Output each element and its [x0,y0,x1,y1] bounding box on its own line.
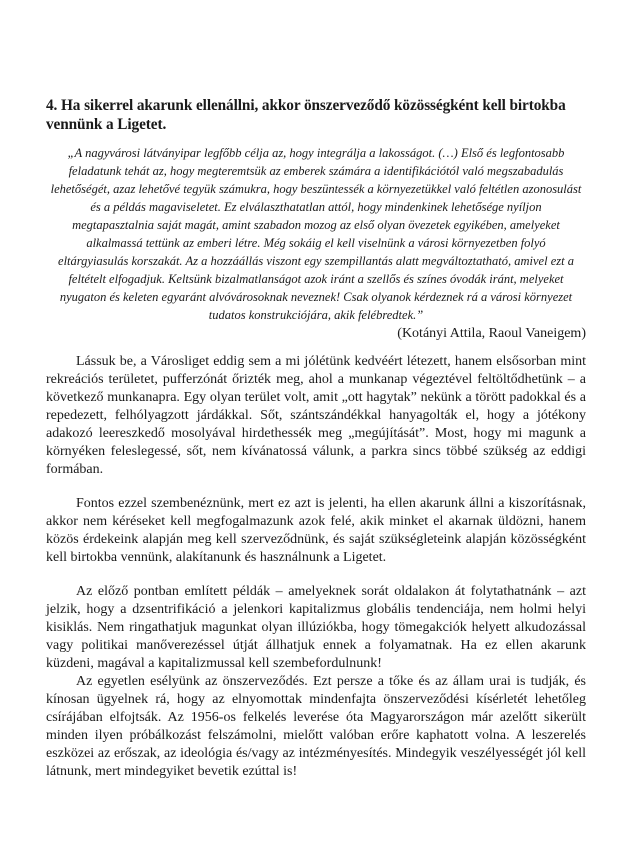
quote-attribution: (Kotányi Attila, Raoul Vaneigem) [397,326,586,341]
document-page [46,96,586,781]
paragraph-4: Az egyetlen esélyünk az önszerveződés. Ezt persze a tőke és az állam urai is tudják, és kínosan ügyelnek rá, hogy az elnyomottak mindenfajta önszerveződési kísérletét lehetőleg csírájában elfojtsák. Az 1956-os felkelés leverése óta Magyarországon már azelőtt sikerült minden ilyen próbálkozást felszámolni, mielőtt valóban erőre kaphatott volna. A leszerelés eszközei az erőszak, az ideológia és/vagy az intézményesítés. Mindegyik veszélyességét jól kell látnunk, mert mindegyiket bevetik ezúttal is! [46,674,586,779]
paragraph-2: Fontos ezzel szembenéznünk, mert ez azt is jelenti, ha ellen akarunk állni a kiszorításnak, akkor nem kéréseket kell megfogalmazunk azok felé, akik minket el akarnak üldözni, hanem közös érdekeink alapján meg kell szerveződnünk, és saját szükségleteink alapján közösségként kell birtokba vennünk, alakítanunk és használnunk a Ligetet. [46,496,586,565]
section-heading: 4. Ha sikerrel akarunk ellenállni, akkor önszerveződő közösségként kell birtokba vennünk a Ligetet. [46,97,566,133]
paragraph-3: Az előző pontban említett példák – amelyeknek sorát oldalakon át folytathatnánk – azt jelzik, hogy a dzsentrifikáció a jelenkori kapitalizmus globális tendenciája, nem holmi helyi kisiklás. Nem ringathatjuk magunkat olyan illúziókba, hogy tömegakciók helyett alkudozással vagy politikai manőverezéssel útját állhatjuk ennek a folyamatnak. Ha ez ellen akarunk küzdeni, magával a kapitalizmussal kell szembefordulnunk! [46,584,586,671]
paragraph-1: Lássuk be, a Városliget eddig sem a mi jólétünk kedvéért létezett, hanem elsősorban mint rekreációs területet, pufferzónát őrizték meg, ahol a munkanap végeztével feltöltődhetünk – a következő munkanapra. Egy olyan terület volt, amit „ott hagytak” nekünk a törött padokkal és a repedezett, felhólyagzott járdákkal. Sőt, szántszándékkal hanyagolták el, hogy a jótékony adakozó leereszkedő mosolyával hirdethessék meg „megújítását”. Most, hogy mi magunk a környéken feleslegessé, sőt, nem kívánatossá válunk, a parkra sincs többé szükség az eddigi formában. [46,354,586,477]
block-quote: „A nagyvárosi látványipar legfőbb célja az, hogy integrálja a lakosságot. (…) Első és legfontosabb feladatunk tehát az, hogy megteremtsük az emberek számára a identifikációtól való megszabadulás lehetőségét, azaz lehetővé tegyük számukra, hogy beszüntessék a környezetükkel való feltétlen azonosulást és a példás magaviseletet. Ez elválaszthatatlan attól, hogy mindenkinek lehetősége nyíljon megtapasztalnia saját magát, amint szabadon mozog az első olyan övezetek egyikében, amelyeket alkalmassá tettünk az emberi létre. Még sokáig el kell viselnünk a városi környezetben folyó eltárgyiasulás korszakát. Az a hozzáállás viszont egy szempillantás alatt megváltoztatható, amivel ezt a feltételt elfogadjuk. Keltsünk bizalmatlanságot azok iránt a szellős és színes óvodák iránt, melyeket nyugaton és keleten egyaránt alvóvárosoknak neveznek! Csak olyanok kérdeznek rá a városi környezet tudatos konstrukciójára, akik felébredtek.” [50,146,582,322]
